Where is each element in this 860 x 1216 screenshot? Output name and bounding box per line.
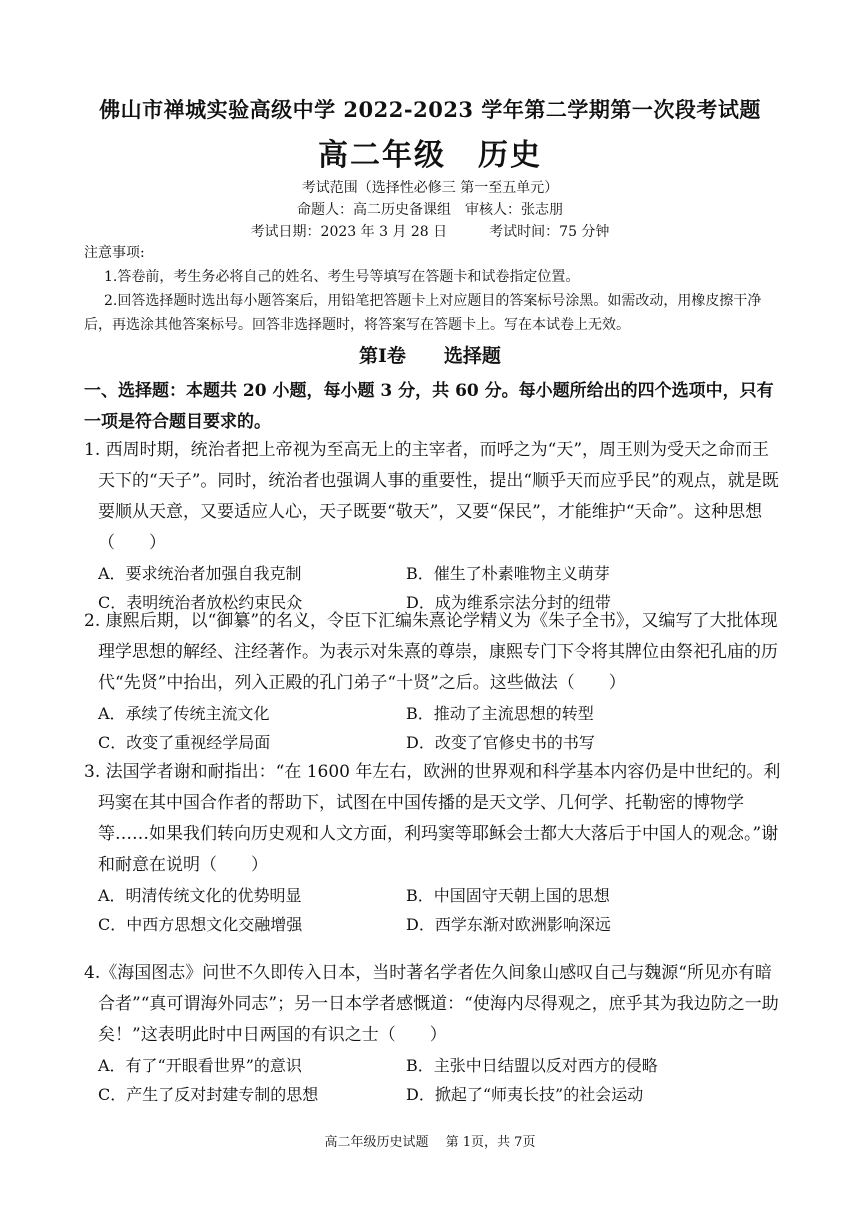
option-d: D．西学东渐对欧洲影响深远: [406, 915, 611, 934]
option-b: B．推动了主流思想的转型: [406, 704, 594, 723]
option-a: A．有了“开眼看世界”的意识: [98, 1056, 302, 1075]
option-a: A．要求统治者加强自我克制: [98, 564, 302, 583]
exam-date-time: 考试日期：2023 年 3 月 28 日 考试时间：75 分钟: [250, 224, 610, 240]
exam-scope: 考试范围（选择性必修三 第一至五单元）: [301, 180, 559, 196]
option-c: C．中西方思想文化交融增强: [98, 915, 303, 934]
section-title: 第Ⅰ卷 选择题: [359, 345, 501, 367]
question-2: [84, 606, 784, 757]
option-a: A．明清传统文化的优势明显: [98, 886, 302, 905]
option-d: D．掀起了“师夷长技”的社会运动: [406, 1085, 644, 1104]
grade-subject-title: 高二年级 历史: [318, 138, 542, 173]
option-c: C．改变了重视经学局面: [98, 733, 271, 752]
question-stem: 1. 西周时期，统治者把上帝视为至高无上的主宰者，而呼之为“天”，周王则为受天之命而王天下的“天子”。同时，统治者也强调人事的重要性，提出“顺乎天而应乎民”的观点，就是既要顺从天意，又要适应人心，天子既要“敬天”，又要“保民”，才能维护“天命”。这种思想（ ）: [84, 440, 779, 553]
question-stem: 2. 康熙后期，以“御纂”的名义，令臣下汇编朱熹论学精义为《朱子全书》，又编写了大批体现理学思想的解经、注经著作。为表示对朱熹的尊崇，康熙专门下令将其牌位由祭祀孔庙的历代“先贤”中抬出，列入正殿的孔门弟子“十贤”之后。这些做法（ ）: [84, 611, 778, 693]
question-stem: 4.《海国图志》问世不久即传入日本，当时著名学者佐久间象山感叹自己与魏源“所见亦有暗合者”“真可谓海外同志”；另一日本学者感慨道：“使海内尽得观之，庶乎其为我边防之一助矣！”这表明此时中日两国的有识之士（ ）: [84, 963, 779, 1045]
question-options: [84, 699, 784, 757]
question-options: [84, 1051, 784, 1109]
note-item: 2.回答选择题时选出每小题答案后，用铅笔把答题卡上对应题目的答案标号涂黑。如需改动，用橡皮擦干净后，再选涂其他答案标号。回答非选择题时，将答案写在答题卡上。写在本试卷上无效。: [84, 293, 762, 333]
question-3: [84, 757, 784, 939]
option-c: C．产生了反对封建专制的思想: [98, 1085, 319, 1104]
page-footer: 高二年级历史试题 第 1页，共 7页: [324, 1135, 536, 1150]
option-b: B．中国固守天朝上国的思想: [406, 886, 610, 905]
note-item: 1.答卷前，考生务必将自己的姓名、考生号等填写在答题卡和试卷指定位置。: [104, 269, 580, 285]
question-options: [84, 881, 784, 939]
notes-title: 注意事项:: [84, 245, 145, 261]
option-d: D．改变了官修史书的书写: [406, 733, 595, 752]
question-1: [84, 435, 784, 617]
exam-authors: 命题人：高二历史备课组 审核人：张志朋: [297, 202, 563, 218]
option-a: A．承续了传统主流文化: [98, 704, 270, 723]
option-b: B．催生了朴素唯物主义萌芽: [406, 564, 610, 583]
question-4: [84, 958, 784, 1109]
option-c: C．表明统治者放松约束民众: [98, 593, 303, 612]
section-instruction: 一、选择题：本题共 20 小题，每小题 3 分，共 60 分。每小题所给出的四个选项中，只有一项是符合题目要求的。: [84, 381, 774, 432]
option-d: D．成为维系宗法分封的纽带: [406, 593, 611, 612]
school-title: 佛山市禅城实验高级中学 2022-2023 学年第二学期第一次段考试题: [99, 97, 761, 122]
option-b: B．主张中日结盟以反对西方的侵略: [406, 1056, 658, 1075]
question-stem: 3. 法国学者谢和耐指出：“在 1600 年左右，欧洲的世界观和科学基本内容仍是中世纪的。利玛窦在其中国合作者的帮助下，试图在中国传播的是天文学、几何学、托勒密的博物学等……如果我们转向历史观和人文方面，利玛窦等耶稣会士都大大落后于中国人的观念。”谢和耐意在说明（ ）: [84, 762, 781, 875]
